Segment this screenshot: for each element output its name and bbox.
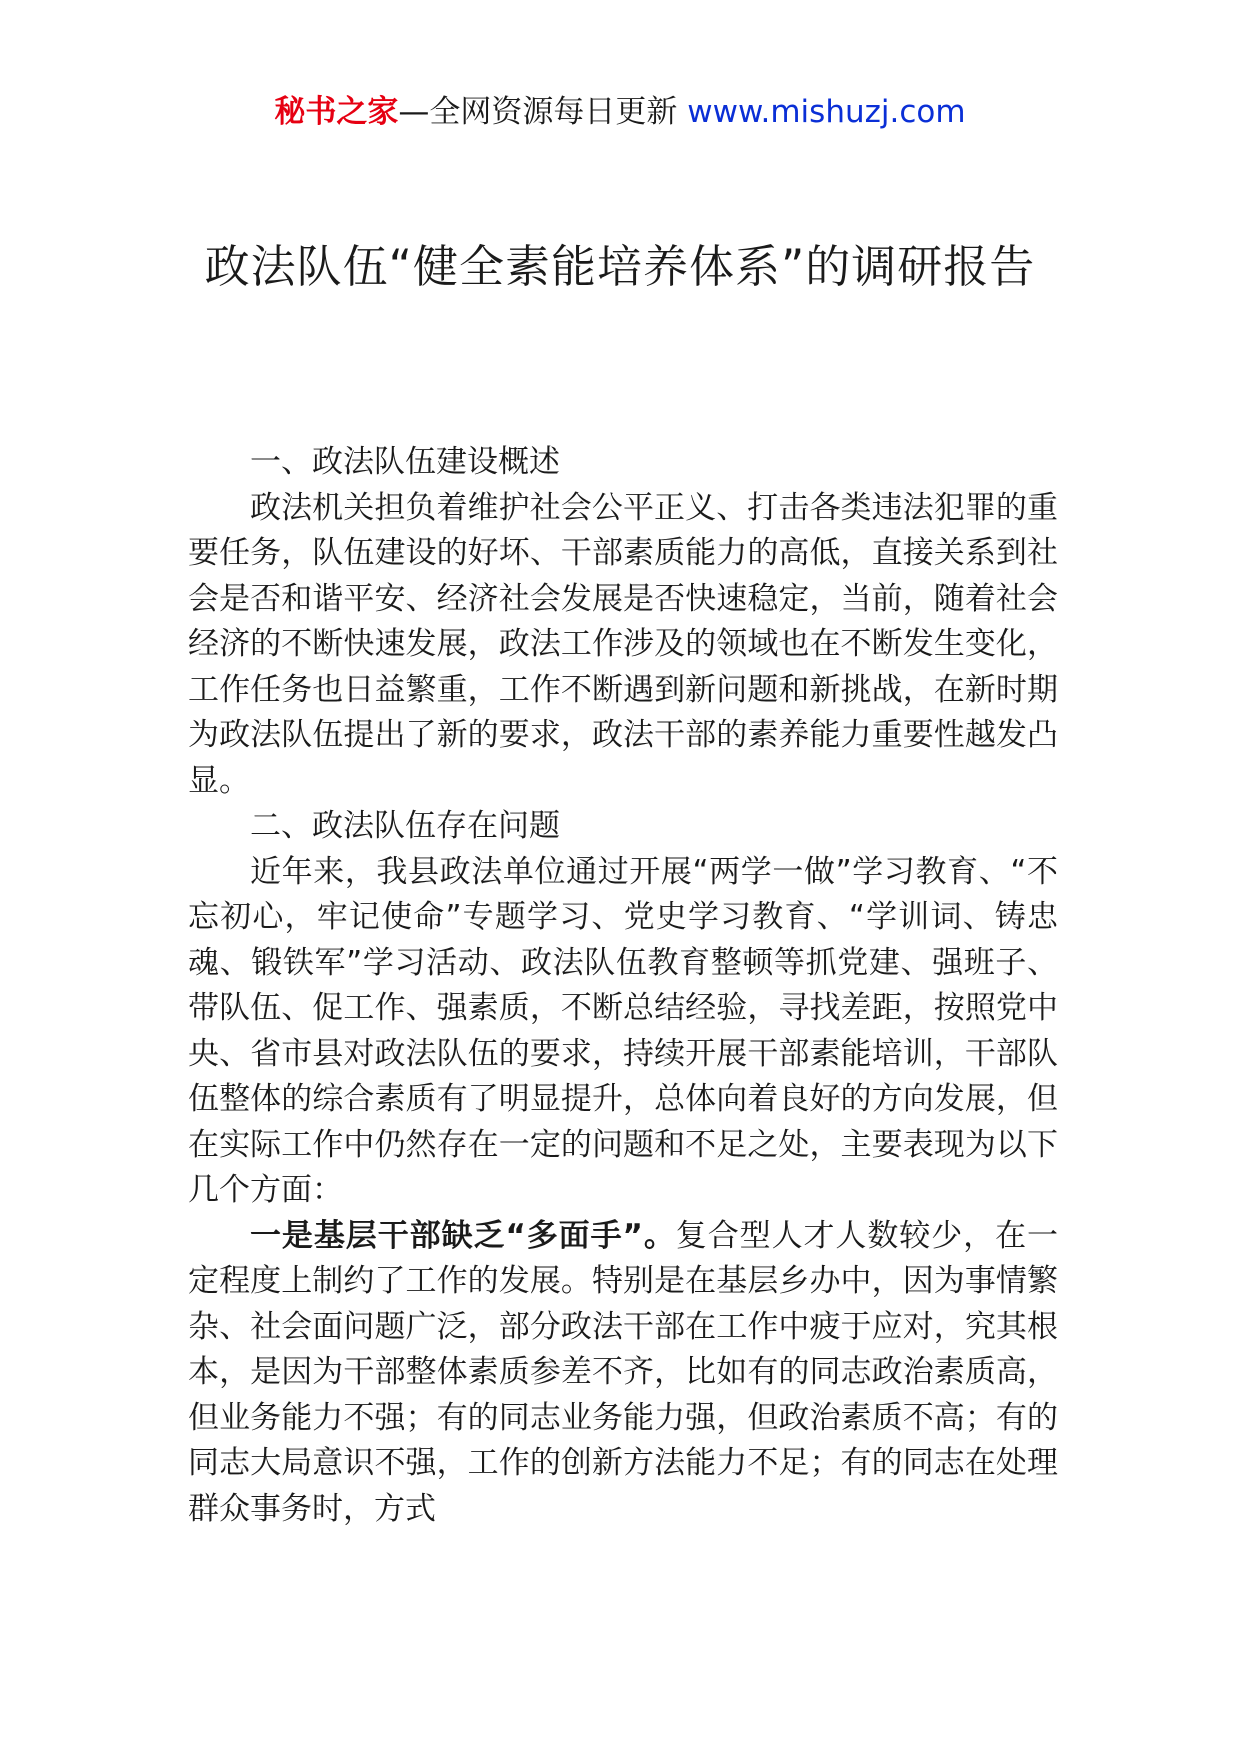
section-heading-problems: 二、政法队伍存在问题	[250, 808, 560, 844]
site-brand: 秘书之家	[274, 94, 399, 130]
document-title: 政法队伍“健全素能培养体系”的调研报告	[204, 240, 1036, 293]
site-url-link[interactable]: www.mishuzj.com	[687, 94, 966, 130]
paragraph-problems: 近年来，我县政法单位通过开展“两学一做”学习教育、“不忘初心，牢记使命”专题学习、党史学习教育、“学训词、铸忠魂、锻铁军”学习活动、政法队伍教育整顿等抓党建、强班子、带队伍、促工作、强素质，不断总结经验，寻找差距，按照党中央、省市县对政法队伍的要求，持续开展干部素能培训，干部队伍整体的综合素质有了明显提升，总体向着良好的方向发展，但在实际工作中仍然存在一定的问题和不足之处，主要表现为以下几个方面：	[188, 853, 1058, 1208]
paragraph-overview: 政法机关担负着维护社会公平正义、打击各类违法犯罪的重要任务，队伍建设的好坏、干部素质能力的高低，直接关系到社会是否和谐平安、经济社会发展是否快速稳定，当前，随着社会经济的不断快速发展，政法工作涉及的领域也在不断发生变化，工作任务也日益繁重，工作不断遇到新问题和新挑战，在新时期为政法队伍提出了新的要求，政法干部的素养能力重要性越发凸显。	[188, 489, 1058, 799]
paragraph-point-one	[188, 1214, 1058, 1533]
point-one-lead: 一是基层干部缺乏“多面手”。	[250, 1217, 676, 1254]
section-heading-overview: 一、政法队伍建设概述	[250, 444, 560, 480]
point-one-text: 复合型人才人数较少，在一定程度上制约了工作的发展。特别是在基层乡办中，因为事情繁杂、社会面问题广泛，部分政法干部在工作中疲于应对，究其根本，是因为干部整体素质参差不齐，比如有的同志政治素质高，但业务能力不强；有的同志业务能力强，但政治素质不高；有的同志大局意识不强，工作的创新方法能力不足；有的同志在处理群众事务时，方式	[188, 1217, 1059, 1527]
site-banner	[0, 92, 1240, 132]
document-body	[188, 440, 1058, 1532]
site-tagline: —全网资源每日更新	[398, 94, 688, 130]
